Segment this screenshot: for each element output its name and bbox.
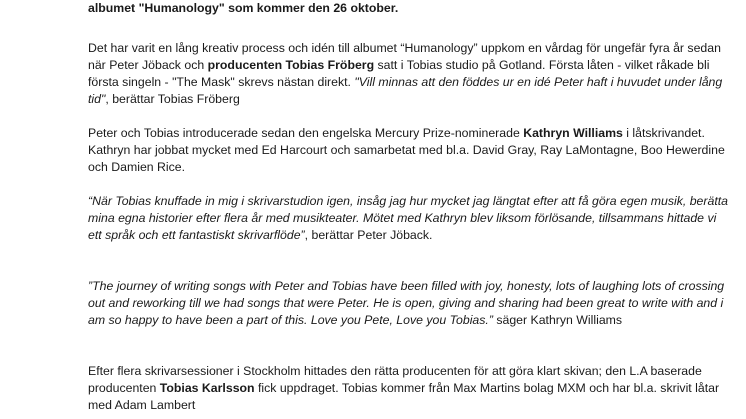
text-run: Peter och Tobias introducerade sedan den engelska Mercury Prize-nominerade: [88, 126, 524, 140]
intro-paragraph: [88, 0, 610, 17]
bold-kathryn: Kathryn Williams: [523, 126, 623, 140]
text-run: säger Kathryn Williams: [492, 313, 623, 327]
paragraph-kathryn-quote: [88, 278, 728, 329]
paragraph-kathryn-intro: [88, 125, 728, 176]
text-run: i låtskrivandet. Kathryn har jobbat mycket med Ed Harcourt och samarbetat med bl.a. David Gray, Ray LaMontagne, Boo Hewerdine och Damien Rice.: [88, 126, 725, 174]
album-release-date: albumet "Humanology" som kommer den 26 oktober.: [88, 1, 399, 15]
text-run: fick uppdraget. Tobias kommer från Max Martins bolag MXM och har bl.a. skrivit låtar med Adam Lambert: [88, 381, 720, 412]
text-run: , berättar Tobias Fröberg: [105, 92, 240, 106]
bold-producer: producenten Tobias Fröberg: [207, 58, 375, 72]
paragraph-creative-process: [88, 40, 728, 108]
bold-karlsson: Tobias Karlsson: [159, 381, 255, 395]
paragraph-producer: [88, 363, 728, 414]
quote-froberg: "Vill minnas att den föddes ur en idé Peter haft i huvudet under lång tid": [88, 75, 723, 106]
quote-kathryn: ”The journey of writing songs with Peter and Tobias have been filled with joy, honesty, lots of laughing lots of crossing out and reworking till we had songs that were Peter. He is open, giving and sharing had been great to write with and i am so happy to have been a part of this. Love you Pete, Love you Tobias.”: [88, 279, 725, 327]
text-run: satt i Tobias studio på Gotland. Första låten - vilket råkade bli första singeln - "The Mask" skrevs nästan direkt.: [88, 58, 710, 89]
paragraph-joback-quote: [88, 193, 728, 244]
quote-joback: “När Tobias knuffade in mig i skrivarstudion igen, insåg jag hur mycket jag längtat efter att få göra egen musik, berätta mina egna historier efter flera år med musikteater. Mötet med Kathryn blev liksom förlösande, tillsammans hittade vi ett språk och ett fantastiskt skrivarflöde”: [88, 194, 729, 242]
text-run: , berättar Peter Jöback.: [304, 228, 433, 242]
text-run: Det har varit en lång kreativ process och idén till albumet “Humanology” uppkom en vårdag för ungefär fyra år sedan när Peter Jöback och: [88, 41, 721, 72]
text-run: Efter flera skrivarsessioner i Stockholm hittades den rätta producenten för att göra klart skivan; den L.A baserade producenten: [88, 364, 702, 395]
